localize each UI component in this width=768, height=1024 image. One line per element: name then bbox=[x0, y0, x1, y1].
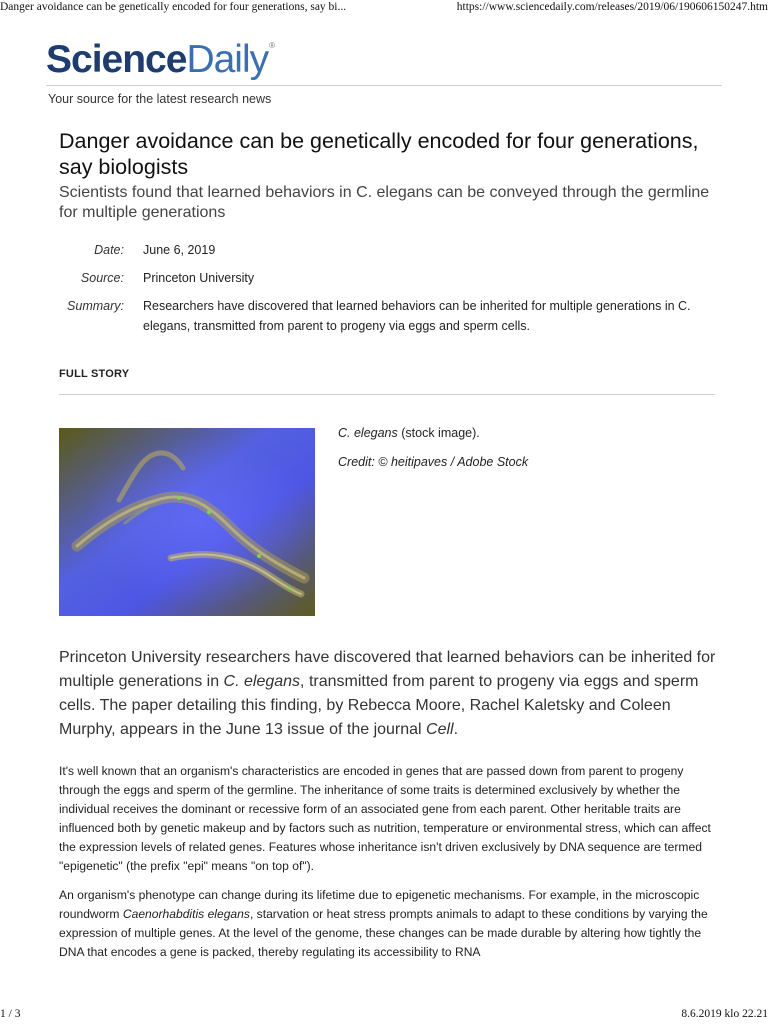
image-caption bbox=[338, 424, 718, 482]
para2-part-a: An organism's phenotype can change during its lifetime due to epigenetic mechanisms. For example, in the microscopic roundworm bbox=[59, 888, 700, 921]
logo-science: Science bbox=[46, 38, 187, 81]
meta-source-row bbox=[59, 268, 719, 288]
lead-part-3: . bbox=[453, 721, 459, 738]
meta-source-value: Princeton University bbox=[143, 271, 255, 285]
body-paragraph-1: It's well known that an organism's characteristics are encoded in genes that are passed down from parent to progeny through the eggs and sperm of the germline. The inheritance of some traits is determined exclusively by whether the individual receives the dominant or recessive form of an associated gene from each parent. Other heritable traits are influenced both by genetic makeup and by factors such as nutrition, temperature or environmental stress, which can affect the expression levels of related genes. Features whose inheritance isn't driven exclusively by DNA sequence are termed "epigenetic" (the prefix "epi" means "on top of"). bbox=[59, 764, 711, 873]
meta-summary-label: Summary: bbox=[67, 299, 124, 313]
page-number: 1 / 3 bbox=[0, 1008, 21, 1020]
article-headline: Danger avoidance can be genetically encoded for four generations, say biologists bbox=[59, 129, 699, 179]
image-credit: Credit: © heitipaves / Adobe Stock bbox=[338, 455, 529, 469]
lead-journal: Cell bbox=[426, 721, 454, 738]
c-elegans-photo bbox=[59, 428, 315, 616]
site-tagline: Your source for the latest research news bbox=[48, 92, 272, 106]
meta-date-label: Date: bbox=[94, 243, 124, 257]
logo-daily: Daily bbox=[186, 38, 269, 81]
lead-part-2: , transmitted from parent to progeny via eggs and sperm cells. The paper detailing this finding, by Rebecca Moore, Rachel Kaletsky and Coleen Murphy, appears in the June 13 issue of the journal bbox=[59, 673, 699, 738]
lead-paragraph bbox=[59, 646, 719, 742]
full-story-label: FULL STORY bbox=[59, 368, 130, 380]
lead-species: C. elegans bbox=[223, 673, 301, 690]
meta-source-label: Source: bbox=[80, 271, 124, 285]
meta-date-value: June 6, 2019 bbox=[143, 243, 216, 257]
lead-part-1: Princeton University researchers have discovered that learned behaviors can be inherited for multiple generations in bbox=[59, 649, 716, 690]
para2-species: Caenorhabditis elegans bbox=[122, 907, 250, 921]
print-datetime: 8.6.2019 klo 22.21 bbox=[681, 1008, 768, 1020]
caption-species: C. elegans bbox=[338, 426, 398, 440]
article-meta bbox=[59, 240, 719, 344]
sciencedaily-logo[interactable] bbox=[46, 40, 273, 79]
print-header-title: Danger avoidance can be genetically encoded for four generations, say bi... bbox=[0, 1, 347, 13]
print-header bbox=[0, 0, 768, 16]
body-paragraph-2 bbox=[59, 886, 719, 962]
para2-part-b: , starvation or heat stress prompts animals to adapt to these conditions by varying the expression of multiple genes. At the level of the genome, these changes can be made durable by altering how tightly the DNA that encodes a gene is packed, thereby regulating its accessibility to RNA bbox=[59, 907, 708, 959]
registered-mark: ® bbox=[269, 41, 275, 50]
story-divider bbox=[59, 394, 715, 395]
print-header-url[interactable]: https://www.sciencedaily.com/releases/2019/06/190606150247.htm bbox=[456, 1, 768, 13]
meta-date-row bbox=[59, 240, 719, 260]
meta-summary-row bbox=[59, 296, 719, 336]
header-divider bbox=[46, 85, 722, 86]
meta-summary-value: Researchers have discovered that learned behaviors can be inherited for multiple generations in C. elegans, transmitted from parent to progeny via eggs and sperm cells. bbox=[143, 299, 691, 333]
caption-text bbox=[338, 424, 718, 442]
caption-rest: (stock image). bbox=[397, 426, 480, 440]
article-subhead: Scientists found that learned behaviors in C. elegans can be conveyed through the germline for multiple generations bbox=[59, 184, 710, 221]
